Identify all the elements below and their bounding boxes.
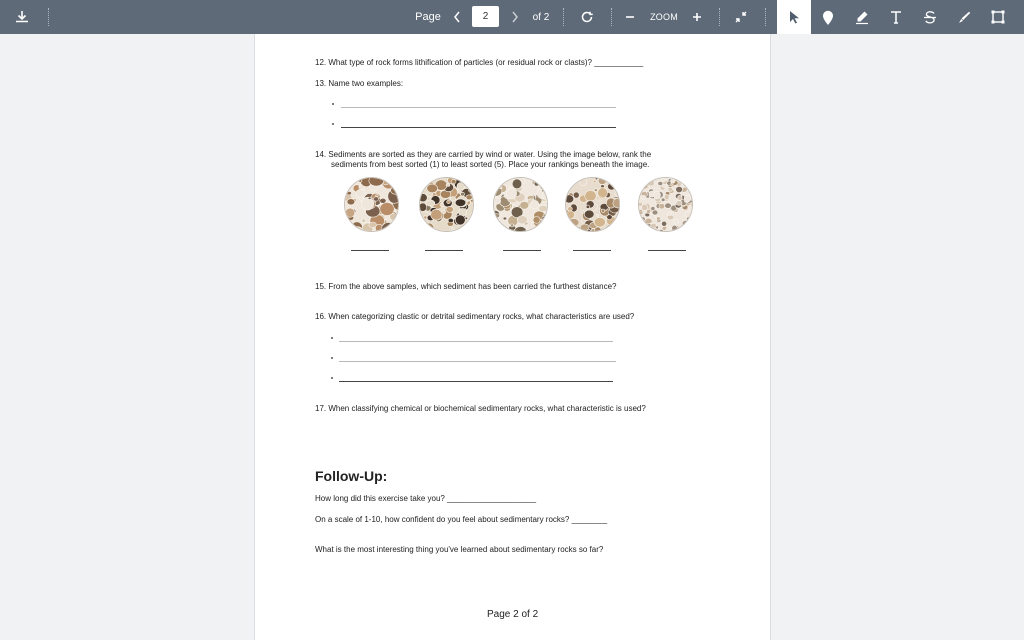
ranking-line [573, 250, 611, 251]
highlighter-icon[interactable] [850, 0, 874, 34]
page-number-input[interactable]: 2 [472, 6, 499, 27]
zoom-label: ZOOM [650, 12, 678, 22]
previous-page-icon[interactable] [449, 0, 465, 34]
question-14-line-2: sediments from best sorted (1) to least sorted (5). Place your rankings beneath the image. [331, 160, 650, 169]
toolbar-separator [765, 8, 766, 26]
page-footer: Page 2 of 2 [487, 609, 539, 620]
sediment-sample-2 [419, 177, 474, 232]
zoom-in-icon[interactable] [688, 0, 706, 34]
answer-line [341, 107, 616, 108]
pen-icon[interactable] [952, 0, 976, 34]
document-page [254, 34, 771, 640]
question-12: 12. What type of rock forms lithification of particles (or residual rock or clasts)? ___________ [315, 58, 644, 67]
toolbar-separator [719, 8, 720, 26]
answer-line [341, 127, 616, 128]
question-16: 16. When categorizing clastic or detrital sedimentary rocks, what characteristics are used? [315, 312, 635, 321]
marker-pin-icon[interactable] [816, 0, 840, 34]
zoom-out-icon[interactable] [622, 0, 638, 34]
ranking-line [503, 250, 541, 251]
ranking-line [351, 250, 389, 251]
toolbar-separator [48, 8, 49, 26]
sediment-sample-3 [493, 177, 548, 232]
follow-up-question-1: How long did this exercise take you? ____________________ [315, 494, 537, 503]
next-page-icon[interactable] [507, 0, 523, 34]
fit-page-icon[interactable] [731, 0, 751, 34]
strikethrough-icon[interactable] [918, 0, 942, 34]
pdf-toolbar [0, 0, 1024, 34]
question-17: 17. When classifying chemical or biochemical sedimentary rocks, what characteristic is used? [315, 404, 646, 413]
follow-up-heading: Follow-Up: [315, 468, 388, 484]
follow-up-question-3: What is the most interesting thing you've learned about sedimentary rocks so far? [315, 545, 604, 554]
sediment-sample-1 [344, 177, 399, 232]
page-label: Page [415, 11, 441, 23]
select-cursor-icon[interactable] [777, 0, 811, 34]
text-tool-icon[interactable] [884, 0, 908, 34]
question-14-line-1: 14. Sediments are sorted as they are carried by wind or water. Using the image below, rank the [315, 150, 652, 159]
toolbar-separator [611, 8, 612, 26]
bullet [331, 357, 333, 359]
question-13: 13. Name two examples: [315, 79, 404, 88]
question-15: 15. From the above samples, which sediment has been carried the furthest distance? [315, 282, 617, 291]
bullet [331, 377, 333, 379]
toolbar-separator [563, 8, 564, 26]
answer-line [339, 341, 613, 342]
bullet [331, 337, 333, 339]
ranking-line [425, 250, 463, 251]
rectangle-tool-icon[interactable] [986, 0, 1010, 34]
page-count-label: of 2 [532, 11, 550, 23]
download-icon[interactable] [8, 0, 36, 34]
answer-line [339, 381, 613, 382]
answer-line [339, 361, 616, 362]
follow-up-question-2: On a scale of 1-10, how confident do you feel about sedimentary rocks? ________ [315, 515, 608, 524]
sediment-sample-5 [638, 177, 693, 232]
sediment-sample-4 [565, 177, 620, 232]
rotate-icon[interactable] [576, 0, 598, 34]
ranking-line [648, 250, 686, 251]
bullet [332, 123, 334, 125]
bullet [332, 103, 334, 105]
